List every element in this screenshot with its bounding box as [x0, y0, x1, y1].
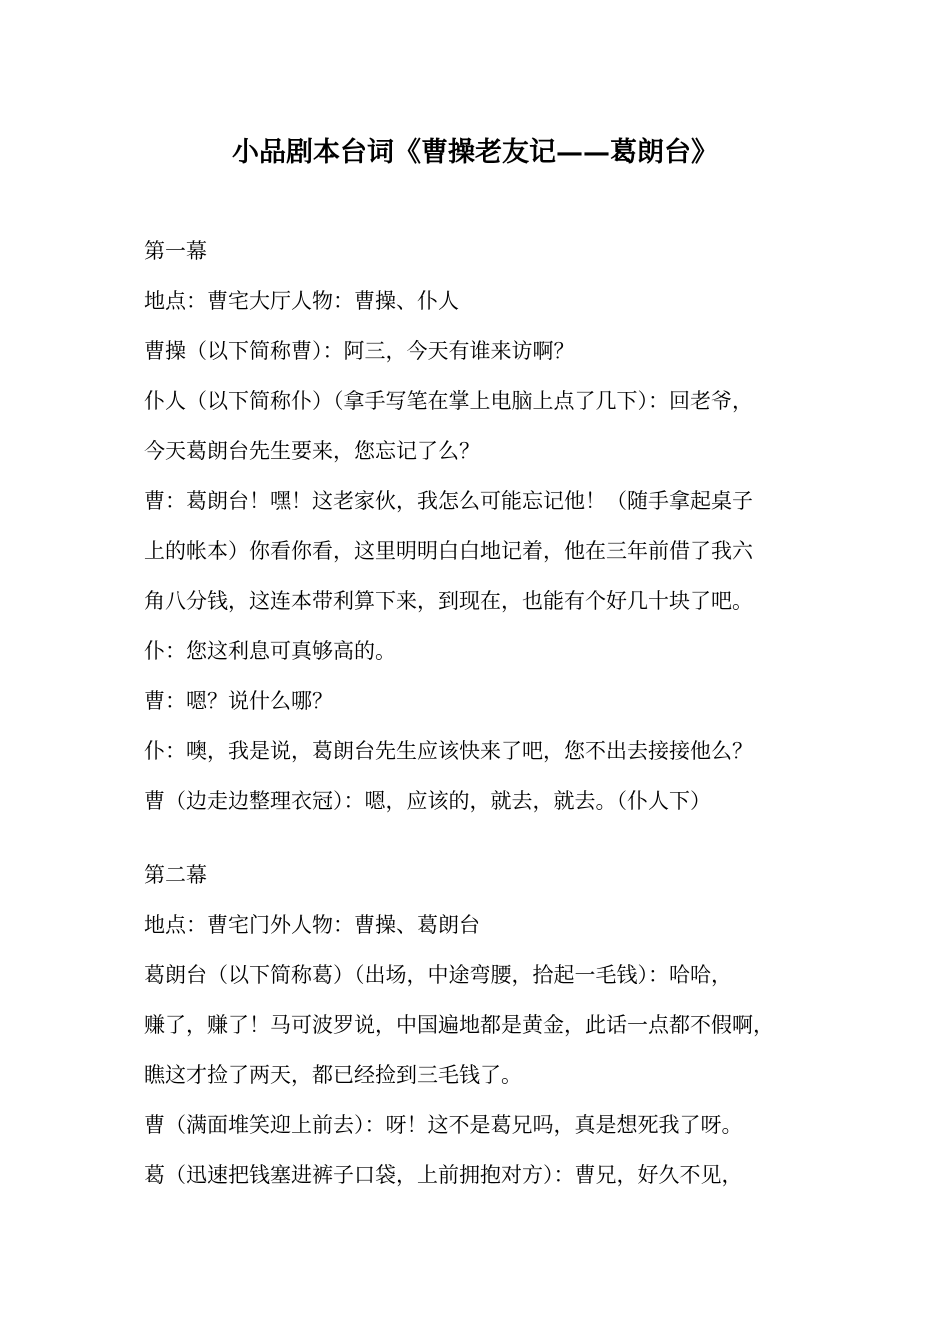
section-spacer [144, 826, 814, 850]
script-line: 曹：嗯？说什么哪？ [144, 689, 333, 713]
section-heading-act-2: 第二幕 [144, 863, 207, 887]
script-line: 地点：曹宅大厅人物：曹操、仆人 [144, 289, 459, 313]
script-line: 地点：曹宅门外人物：曹操、葛朗台 [144, 913, 480, 937]
script-line: 仆人（以下简称仆）（拿手写笔在掌上电脑上点了几下）：回老爷， [144, 389, 753, 413]
script-line: 仆：噢，我是说，葛朗台先生应该快来了吧，您不出去接接他么？ [144, 739, 753, 763]
script-body [144, 226, 814, 1200]
script-line: 今天葛朗台先生要来，您忘记了么？ [144, 439, 480, 463]
script-line: 上的帐本）你看你看，这里明明白白地记着，他在三年前借了我六 [144, 539, 753, 563]
script-line: 曹：葛朗台！嘿！这老家伙，我怎么可能忘记他！（随手拿起桌子 [144, 489, 753, 513]
script-line: 角八分钱，这连本带利算下来，到现在，也能有个好几十块了吧。 [144, 589, 753, 613]
script-line: 葛（迅速把钱塞进裤子口袋，上前拥抱对方）：曹兄，好久不见， [144, 1163, 743, 1187]
script-line: 仆：您这利息可真够高的。 [144, 639, 396, 663]
script-line: 曹操（以下简称曹）：阿三，今天有谁来访啊？ [144, 339, 575, 363]
section-heading-act-1: 第一幕 [144, 239, 207, 263]
script-line: 瞧这才捡了两天，都已经捡到三毛钱了。 [144, 1063, 522, 1087]
script-line: 葛朗台（以下简称葛）（出场，中途弯腰，拾起一毛钱）：哈哈， [144, 963, 732, 987]
script-line: 曹（满面堆笑迎上前去）：呀！这不是葛兄吗，真是想死我了呀。 [144, 1113, 743, 1137]
document-title: 小品剧本台词《曹操老友记——葛朗台》 [232, 137, 718, 168]
script-line: 曹（边走边整理衣冠）：嗯，应该的，就去，就去。（仆人下） [144, 789, 711, 813]
script-line: 赚了，赚了！马可波罗说，中国遍地都是黄金，此话一点都不假啊， [144, 1013, 774, 1037]
